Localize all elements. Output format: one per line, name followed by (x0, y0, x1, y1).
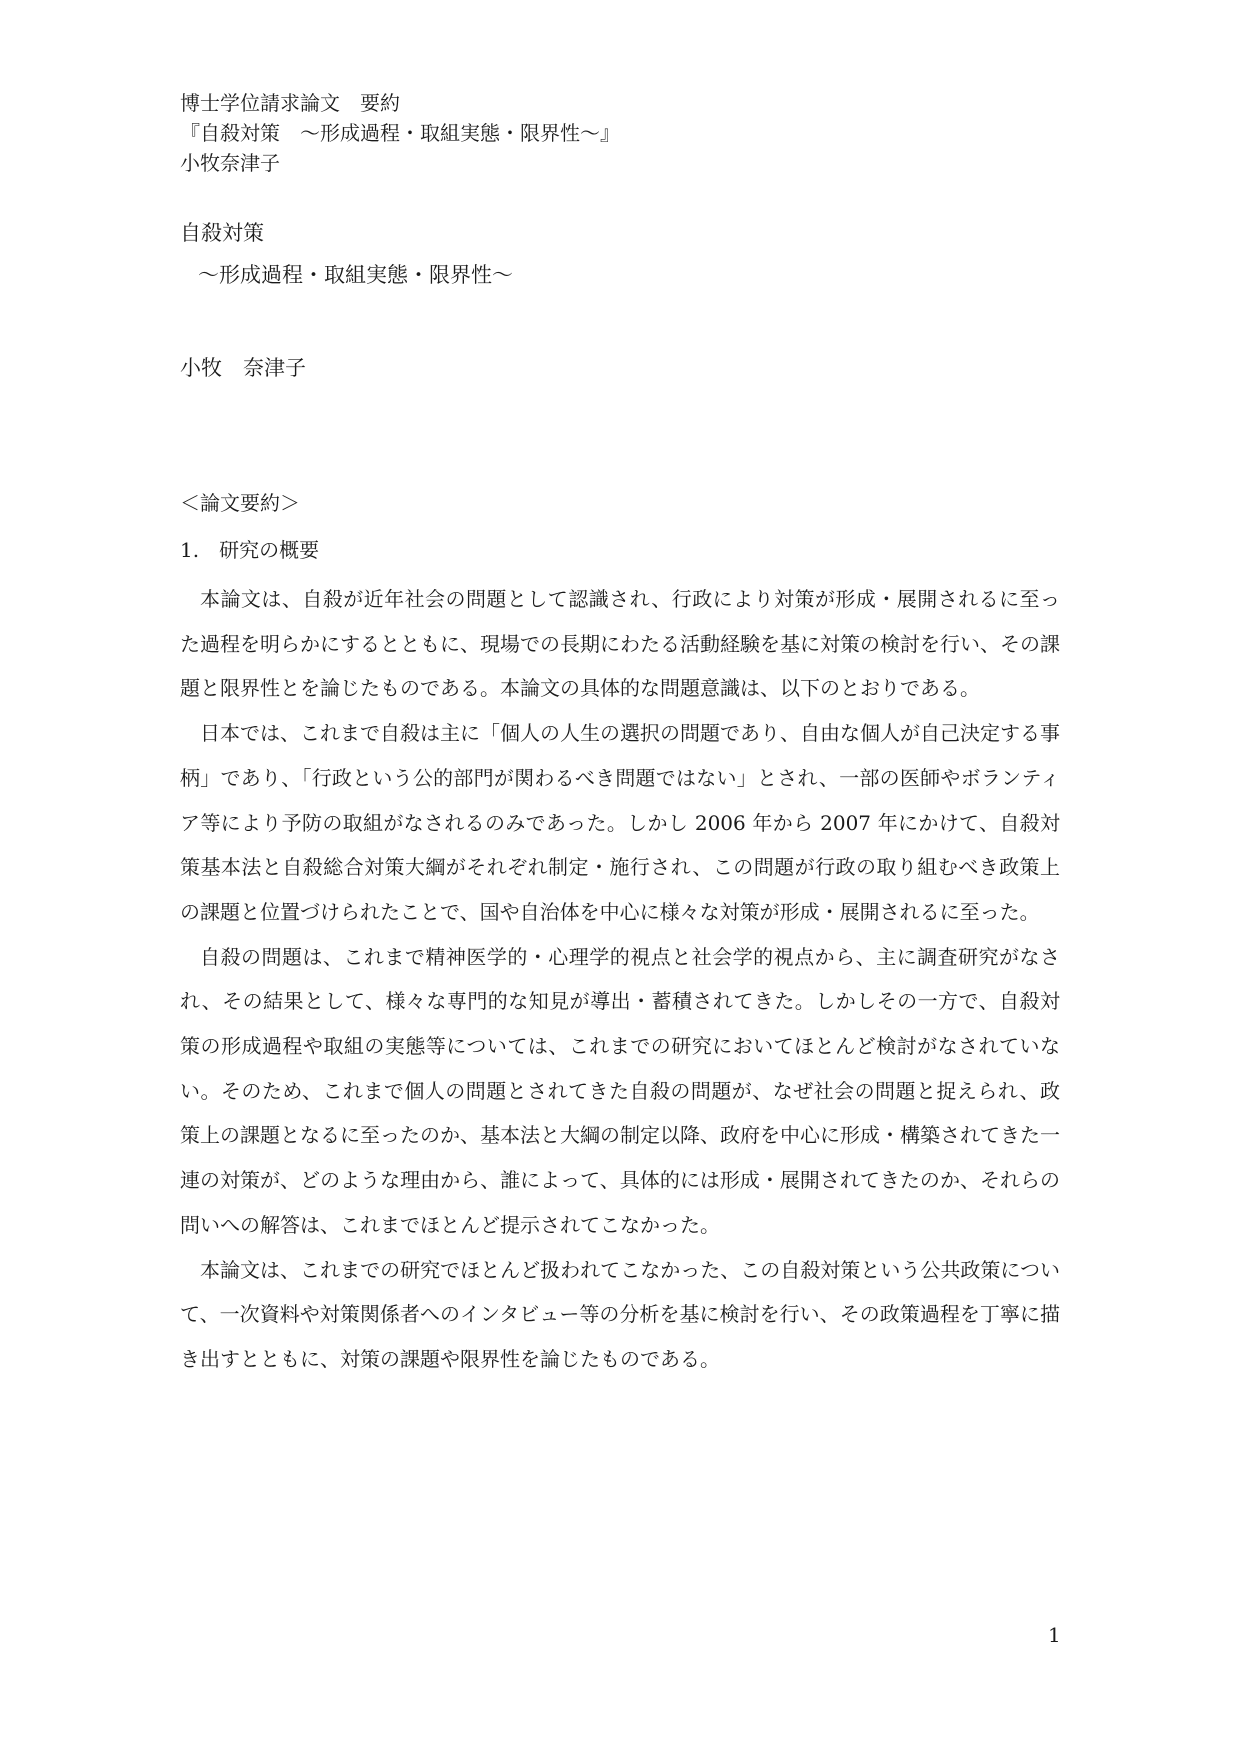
header-degree-line: 博士学位請求論文 要約 (180, 91, 400, 115)
header-title-line: 『自殺対策 ～形成過程・取組実態・限界性～』 (180, 121, 620, 145)
page-subtitle: ～形成過程・取組実態・限界性～ (198, 263, 513, 287)
body-text (180, 577, 1060, 1382)
paragraph-4: 本論文は、これまでの研究でほとんど扱われてこなかった、この自殺対策という公共政策について、一次資料や対策関係者へのインタビュー等の分析を基に検討を行い、その政策過程を丁寧に描き出すとともに、対策の課題や限界性を論じたものである。 (180, 1257, 1060, 1371)
author-name: 小牧 奈津子 (180, 356, 306, 380)
header-author-line: 小牧奈津子 (180, 151, 280, 175)
section-label: ＜論文要約＞ (180, 491, 300, 515)
paragraph-3: 自殺の問題は、これまで精神医学的・心理学的視点と社会学的視点から、主に調査研究がなされ、その結果として、様々な専門的な知見が導出・蓄積されてきた。しかしその一方で、自殺対策の形成過程や取組の実態等については、これまでの研究においてほとんど検討がなされていない。そのため、これまで個人の問題とされてきた自殺の問題が、なぜ社会の問題と捉えられ、政策上の課題となるに至ったのか、基本法と大綱の制定以降、政府を中心に形成・構築されてきた一連の対策が、どのような理由から、誰によって、具体的には形成・展開されてきたのか、それらの問いへの解答は、これまでほとんど提示されてこなかった。 (180, 944, 1060, 1237)
page-title: 自殺対策 (180, 221, 264, 245)
page-number: 1 (1048, 1623, 1061, 1647)
paragraph-2: 日本では、これまで自殺は主に「個人の人生の選択の問題であり、自由な個人が自己決定する事柄」であり、「行政という公的部門が関わるべき問題ではない」とされ、一部の医師やボランティア等により予防の取組がなされるのみであった。しかし 2006 年から 2007 年にかけて、自殺対策基本法と自殺総合対策大綱がそれぞれ制定・施行され、この問題が行政の取り組むべき政策上の課題と位置づけられたことで、国や自治体を中心に様々な対策が形成・展開されるに至った。 (180, 721, 1060, 924)
document-header (180, 88, 1080, 178)
section-heading: 1. 研究の概要 (180, 538, 320, 562)
paragraph-1: 本論文は、自殺が近年社会の問題として認識され、行政により対策が形成・展開されるに至った過程を明らかにするとともに、現場での長期にわたる活動経験を基に対策の検討を行い、その課題と限界性とを論じたものである。本論文の具体的な問題意識は、以下のとおりである。 (180, 587, 1060, 701)
